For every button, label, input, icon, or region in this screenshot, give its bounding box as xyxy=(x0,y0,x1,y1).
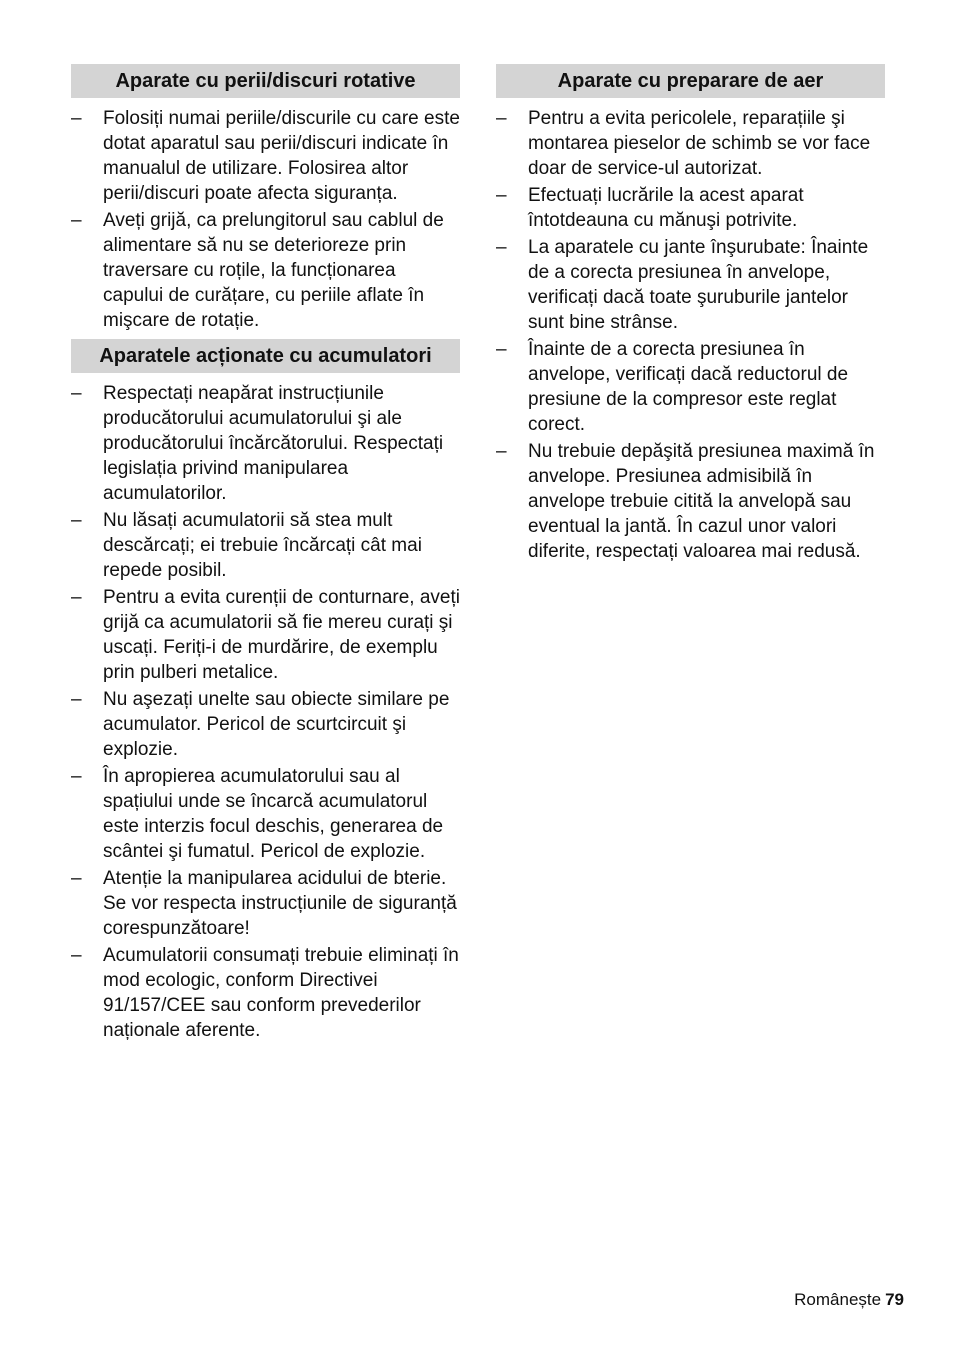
right-column xyxy=(496,64,885,570)
page-footer xyxy=(794,1289,904,1311)
list-item xyxy=(71,508,460,583)
list-item-text: Acumulatorii consumați trebuie eliminați în mod ecologic, conform Directivei 91/157/CEE sau conform prevederilor naționale aferente. xyxy=(103,945,459,1041)
list-item xyxy=(496,106,885,181)
bullet-dash: – xyxy=(496,185,507,206)
list-item-text: Folosiți numai periile/discurile cu care este dotat aparatul sau perii/discuri indicate în manualul de utilizare. Folosirea altor perii/discuri poate afecta siguranța. xyxy=(103,108,460,204)
bullet-dash: – xyxy=(71,210,82,231)
section-heading-aer: Aparate cu preparare de aer xyxy=(496,64,885,98)
bullet-dash: – xyxy=(71,945,82,966)
list-item-text: Atenție la manipularea acidului de bterie. Se vor respecta instrucțiunile de siguranță corespunzătoare! xyxy=(103,868,457,939)
list-item xyxy=(496,439,885,564)
bullet-dash: – xyxy=(71,383,82,404)
list-item-text: Pentru a evita pericolele, reparațiile şi montarea pieselor de schimb se vor face doar de service-ul autorizat. xyxy=(528,108,871,179)
list-acumulatori xyxy=(71,381,460,1043)
bullet-dash: – xyxy=(496,441,507,462)
list-item xyxy=(496,235,885,335)
list-item-text: Înainte de a corecta presiunea în anvelope, verificați dacă reductorul de presiune de la compresor este reglat corect. xyxy=(528,339,849,435)
list-item xyxy=(496,337,885,437)
bullet-dash: – xyxy=(496,108,507,129)
section-heading-rotative: Aparate cu perii/discuri rotative xyxy=(71,64,460,98)
bullet-dash: – xyxy=(496,339,507,360)
list-item xyxy=(71,943,460,1043)
page-number: 79 xyxy=(885,1290,904,1309)
bullet-dash: – xyxy=(71,766,82,787)
list-item xyxy=(71,381,460,506)
list-item-text: În apropierea acumulatorului sau al spațiului unde se încarcă acumulatorul este interzis focul deschis, generarea de scântei şi fumatul. Pericol de explozie. xyxy=(103,766,444,862)
list-item-text: Efectuați lucrările la acest aparat întotdeauna cu mănuşi potrivite. xyxy=(528,185,804,231)
list-item xyxy=(71,866,460,941)
section-heading-acumulatori: Aparatele acționate cu acumulatori xyxy=(71,339,460,373)
footer-language: Românește xyxy=(794,1290,882,1309)
bullet-dash: – xyxy=(496,237,507,258)
left-column xyxy=(71,64,460,1049)
list-item xyxy=(71,585,460,685)
list-item-text: Nu trebuie depăşită presiunea maximă în anvelope. Presiunea admisibilă în anvelope trebuie citită la anvelopă sau eventual la jantă. În cazul unor valori diferite, respectați valoarea mai redusă. xyxy=(528,441,875,562)
list-item xyxy=(71,208,460,333)
bullet-dash: – xyxy=(71,868,82,889)
bullet-dash: – xyxy=(71,587,82,608)
list-item-text: Respectați neapărat instrucțiunile producătorului acumulatorului şi ale producătorului încărcătorului. Respectați legislația privind manipularea acumulatorilor. xyxy=(103,383,444,504)
bullet-dash: – xyxy=(71,510,82,531)
list-item xyxy=(71,687,460,762)
list-item-text: Nu lăsați acumulatorii să stea mult descărcați; ei trebuie încărcați cât mai repede posibil. xyxy=(103,510,422,581)
list-aer xyxy=(496,106,885,564)
list-item-text: Nu aşezați unelte sau obiecte similare pe acumulator. Pericol de scurtcircuit şi explozie. xyxy=(103,689,450,760)
bullet-dash: – xyxy=(71,108,82,129)
list-item-text: Aveți grijă, ca prelungitorul sau cablul de alimentare să nu se deterioreze prin traversare cu roțile, la funcționarea capului de curățare, cu periile aflate în mişcare de rotație. xyxy=(103,210,444,331)
list-item xyxy=(71,106,460,206)
list-rotative xyxy=(71,106,460,333)
list-item xyxy=(496,183,885,233)
list-item-text: Pentru a evita curenții de conturnare, aveți grijă ca acumulatorii să fie mereu curați şi uscați. Feriți-i de murdărire, de exemplu prin pulberi metalice. xyxy=(103,587,460,683)
list-item xyxy=(71,764,460,864)
bullet-dash: – xyxy=(71,689,82,710)
list-item-text: La aparatele cu jante înşurubate: Înainte de a corecta presiunea în anvelope, verificați dacă toate şuruburile jantelor sunt bine strânse. xyxy=(528,237,869,333)
